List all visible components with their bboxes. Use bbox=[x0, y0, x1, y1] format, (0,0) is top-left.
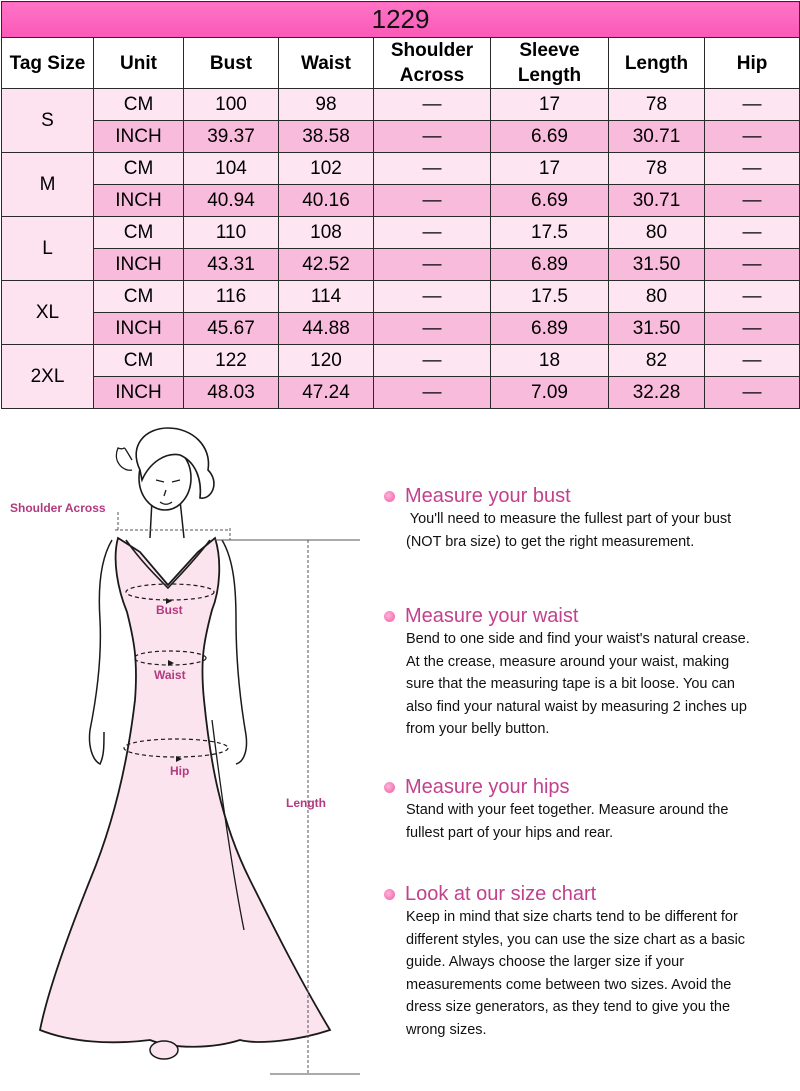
guide-line: Stand with your feet together. Measure around the bbox=[406, 802, 729, 818]
table-cell: — bbox=[374, 345, 491, 377]
table-cell: 82 bbox=[609, 345, 705, 377]
table-cell: 32.28 bbox=[609, 377, 705, 409]
column-header-line: Bust bbox=[209, 52, 253, 74]
table-cell: 31.50 bbox=[609, 313, 705, 345]
table-cell: — bbox=[374, 249, 491, 281]
table-cell: 116 bbox=[184, 281, 279, 313]
table-header-row bbox=[2, 38, 800, 89]
table-cell: 102 bbox=[279, 153, 374, 185]
tag-size-cell: L bbox=[2, 217, 94, 281]
table-cell: 40.16 bbox=[279, 185, 374, 217]
table-cell: 44.88 bbox=[279, 313, 374, 345]
table-cell: 6.69 bbox=[491, 185, 609, 217]
table-cell: 17 bbox=[491, 153, 609, 185]
guide-line: sure that the measuring tape is a bit loose. You can bbox=[406, 676, 735, 693]
table-cell: — bbox=[374, 121, 491, 153]
table-cell: — bbox=[374, 313, 491, 345]
table-cell: INCH bbox=[94, 185, 184, 217]
pink-dot-icon bbox=[384, 889, 395, 900]
left-arm bbox=[89, 540, 112, 764]
guide-line: also find your natural waist by measuring 2 inches up bbox=[406, 698, 747, 715]
column-header-line: Shoulder bbox=[390, 40, 474, 61]
bust-label: Bust bbox=[156, 603, 183, 617]
table-cell: — bbox=[705, 249, 800, 281]
table-cell: 78 bbox=[609, 89, 705, 121]
table-cell: — bbox=[374, 217, 491, 249]
guide-line: from your belly button. bbox=[406, 721, 550, 738]
table-cell: — bbox=[705, 377, 800, 409]
table-cell: CM bbox=[94, 217, 184, 249]
column-header-line: Waist bbox=[301, 52, 351, 74]
pink-dot-icon bbox=[384, 611, 395, 622]
pink-dot-icon bbox=[384, 491, 395, 502]
guide-line: measurements come between two sizes. Avoid the bbox=[406, 976, 732, 993]
column-header bbox=[184, 38, 279, 89]
table-cell: INCH bbox=[94, 377, 184, 409]
guide-heading: Measure your hips bbox=[405, 775, 570, 798]
column-header bbox=[279, 38, 374, 89]
table-row bbox=[2, 313, 800, 345]
table-cell: — bbox=[374, 153, 491, 185]
guide-bust bbox=[384, 484, 798, 553]
table-row bbox=[2, 249, 800, 281]
guide-line: wrong sizes. bbox=[406, 1021, 487, 1038]
table-cell: — bbox=[705, 313, 800, 345]
hair-curl bbox=[116, 448, 132, 470]
table-cell: — bbox=[705, 89, 800, 121]
guide-line: Bend to one side and find your waist's natural crease. bbox=[406, 631, 750, 647]
table-cell: 98 bbox=[279, 89, 374, 121]
column-header-line: Hip bbox=[736, 52, 768, 74]
tag-size-cell: XL bbox=[2, 281, 94, 345]
table-cell: 80 bbox=[609, 217, 705, 249]
length-label: Length bbox=[286, 796, 326, 810]
table-cell: 110 bbox=[184, 217, 279, 249]
table-row bbox=[2, 281, 800, 313]
table-cell: 38.58 bbox=[279, 121, 374, 153]
table-cell: — bbox=[705, 153, 800, 185]
dress-shape bbox=[40, 538, 330, 1047]
table-cell: — bbox=[374, 185, 491, 217]
table-title: 1229 bbox=[2, 2, 800, 38]
guide-line: different styles, you can use the size chart as a basic bbox=[406, 931, 746, 948]
table-row bbox=[2, 377, 800, 409]
guide-text bbox=[406, 906, 798, 1042]
guide-heading: Measure your bust bbox=[405, 484, 571, 507]
table-cell: 6.89 bbox=[491, 249, 609, 281]
table-cell: — bbox=[374, 89, 491, 121]
table-cell: CM bbox=[94, 153, 184, 185]
table-cell: 120 bbox=[279, 345, 374, 377]
guide-hips bbox=[384, 775, 798, 844]
column-header bbox=[374, 38, 491, 89]
table-cell: INCH bbox=[94, 313, 184, 345]
table-cell: INCH bbox=[94, 121, 184, 153]
guide-line: fullest part of your hips and rear. bbox=[406, 824, 614, 841]
guide-heading: Look at our size chart bbox=[405, 882, 597, 905]
table-cell: 114 bbox=[279, 281, 374, 313]
guide-size-chart bbox=[384, 882, 798, 1042]
table-row bbox=[2, 89, 800, 121]
table-cell: 104 bbox=[184, 153, 279, 185]
column-header-line: Length bbox=[517, 65, 582, 86]
dress-measurement-figure bbox=[0, 420, 380, 1091]
table-cell: 30.71 bbox=[609, 185, 705, 217]
waist-label: Waist bbox=[154, 668, 186, 682]
table-cell: — bbox=[374, 377, 491, 409]
table-cell: 122 bbox=[184, 345, 279, 377]
column-header-line: Length bbox=[624, 52, 689, 74]
guide-line: (NOT bra size) to get the right measurement. bbox=[406, 533, 695, 550]
guide-line: dress size generators, as they tend to give you the bbox=[406, 999, 731, 1016]
table-cell: — bbox=[705, 345, 800, 377]
table-row bbox=[2, 153, 800, 185]
table-cell: 80 bbox=[609, 281, 705, 313]
column-header bbox=[705, 38, 800, 89]
guide-line: At the crease, measure around your waist, making bbox=[406, 653, 730, 670]
table-cell: 43.31 bbox=[184, 249, 279, 281]
table-cell: 40.94 bbox=[184, 185, 279, 217]
table-row bbox=[2, 217, 800, 249]
table-cell: — bbox=[374, 281, 491, 313]
tag-size-cell: S bbox=[2, 89, 94, 153]
table-row bbox=[2, 345, 800, 377]
guide-line: You'll need to measure the fullest part of your bust bbox=[406, 511, 732, 527]
table-cell: 17.5 bbox=[491, 281, 609, 313]
guide-text bbox=[406, 508, 798, 553]
table-cell: 17 bbox=[491, 89, 609, 121]
table-cell: 100 bbox=[184, 89, 279, 121]
table-cell: 45.67 bbox=[184, 313, 279, 345]
table-cell: INCH bbox=[94, 249, 184, 281]
table-cell: 31.50 bbox=[609, 249, 705, 281]
table-cell: 48.03 bbox=[184, 377, 279, 409]
table-cell: 6.89 bbox=[491, 313, 609, 345]
guide-line: guide. Always choose the larger size if your bbox=[406, 954, 685, 971]
column-header bbox=[609, 38, 705, 89]
guide-text bbox=[406, 799, 798, 844]
table-cell: 17.5 bbox=[491, 217, 609, 249]
table-row bbox=[2, 121, 800, 153]
pink-dot-icon bbox=[384, 782, 395, 793]
table-cell: 39.37 bbox=[184, 121, 279, 153]
hip-label: Hip bbox=[170, 764, 190, 778]
table-cell: 7.09 bbox=[491, 377, 609, 409]
table-cell: 78 bbox=[609, 153, 705, 185]
table-cell: — bbox=[705, 281, 800, 313]
tag-size-cell: M bbox=[2, 153, 94, 217]
shoe bbox=[150, 1041, 178, 1059]
table-cell: — bbox=[705, 121, 800, 153]
table-cell: CM bbox=[94, 345, 184, 377]
table-cell: 42.52 bbox=[279, 249, 374, 281]
column-header-line: Sleeve bbox=[519, 40, 580, 61]
guide-waist bbox=[384, 604, 798, 741]
right-arm bbox=[222, 540, 247, 764]
size-chart-table bbox=[1, 1, 800, 409]
column-header bbox=[2, 38, 94, 89]
table-cell: CM bbox=[94, 281, 184, 313]
column-header bbox=[491, 38, 609, 89]
table-cell: — bbox=[705, 185, 800, 217]
column-header-line: Unit bbox=[120, 52, 157, 74]
tag-size-cell: 2XL bbox=[2, 345, 94, 409]
table-cell: — bbox=[705, 217, 800, 249]
guide-line: Keep in mind that size charts tend to be different for bbox=[406, 909, 738, 925]
table-cell: 6.69 bbox=[491, 121, 609, 153]
table-row bbox=[2, 185, 800, 217]
column-header bbox=[94, 38, 184, 89]
table-cell: 47.24 bbox=[279, 377, 374, 409]
table-cell: 108 bbox=[279, 217, 374, 249]
guide-text bbox=[406, 628, 798, 741]
column-header-line: Across bbox=[399, 65, 465, 86]
shoulder-label: Shoulder Across bbox=[10, 501, 106, 515]
table-cell: 30.71 bbox=[609, 121, 705, 153]
guide-heading: Measure your waist bbox=[405, 604, 579, 627]
table-cell: CM bbox=[94, 89, 184, 121]
table-cell: 18 bbox=[491, 345, 609, 377]
column-header-line: Tag Size bbox=[9, 52, 86, 74]
